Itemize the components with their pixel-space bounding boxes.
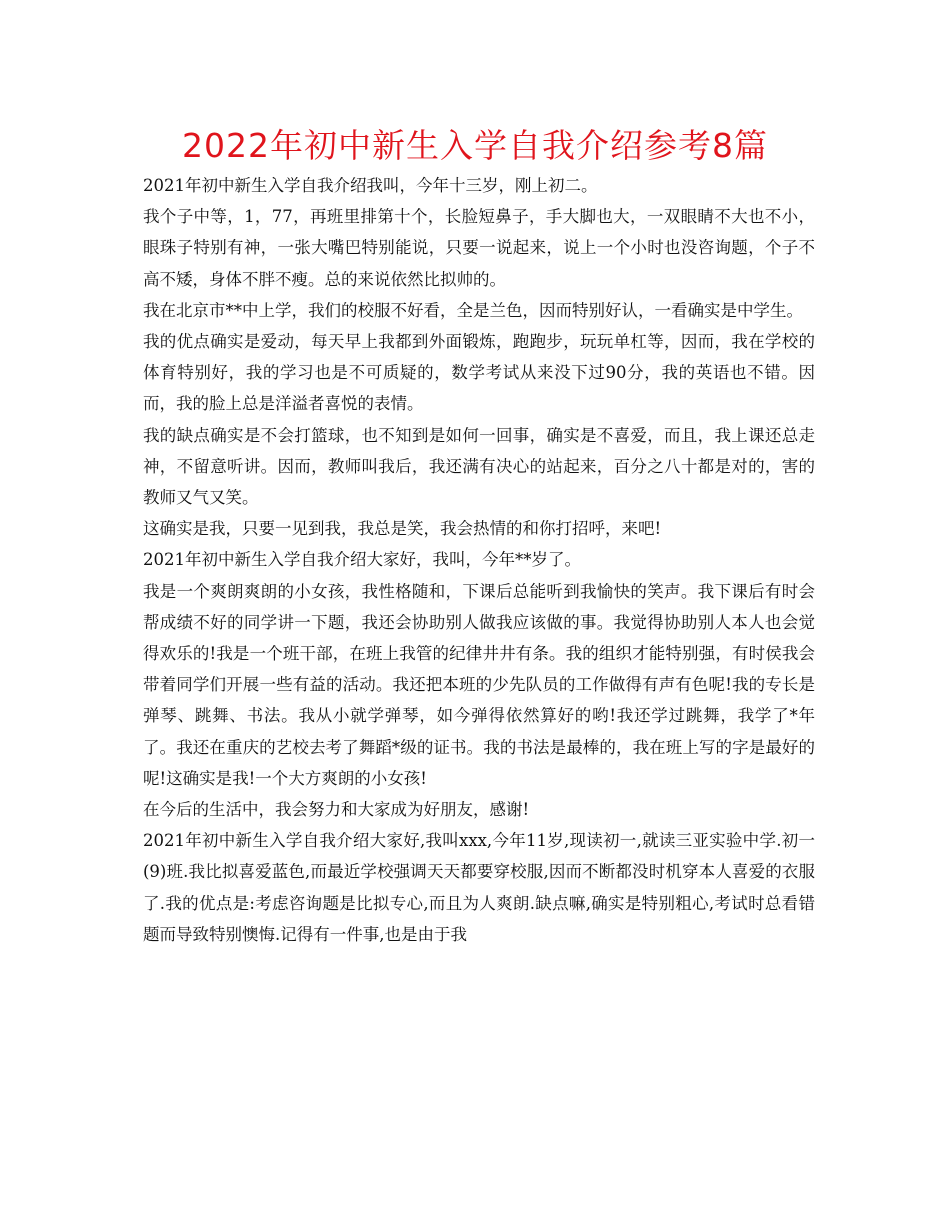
document-body [143, 170, 815, 950]
paragraph-strengths: 我的优点确实是爱动，每天早上我都到外面锻炼，跑跑步，玩玩单杠等，因而，我在学校的体育特别好，我的学习也是不可质疑的，数学考试从来没下过90分，我的英语也不错。因而，我的脸上总是洋溢者喜悦的表情。 [143, 332, 815, 414]
paragraph-closing-2: 在今后的生活中，我会努力和大家成为好朋友，感谢! [143, 800, 530, 820]
paragraph-weaknesses: 我的缺点确实是不会打篮球，也不知到是如何一回事，确实是不喜爱，而且，我上课还总走神，不留意听讲。因而，教师叫我后，我还满有决心的站起来，百分之八十都是对的，害的教师又气又笑。 [143, 425, 815, 508]
paragraph-intro-3: 2021年初中新生入学自我介绍大家好,我叫xxx,今年11岁,现读初一,就读三亚实验中学.初一(9)班.我比拟喜爱蓝色,而最近学校强调天天都要穿校服,因而不断都没时机穿本人喜爱的衣服了.我的优点是:考虑咨询题是比拟专心,而且为人爽朗.缺点嘛,确实是特别粗心,考试时总看错题而导致特别懊悔.记得有一件事,也是由于我 [143, 831, 815, 944]
document-title: 2022年初中新生入学自我介绍参考8篇 [182, 126, 768, 165]
paragraph-intro-1: 2021年初中新生入学自我介绍我叫，今年十三岁，刚上初二。 [143, 176, 598, 195]
paragraph-personality: 我是一个爽朗爽朗的小女孩，我性格随和，下课后总能听到我愉快的笑声。我下课后有时会帮成绩不好的同学讲一下题，我还会协助别人做我应该做的事。我觉得协助别人本人也会觉得欢乐的!我是一个班干部，在班上我管的纪律井井有条。我的组织才能特别强，有时侯我会带着同学们开展一些有益的活动。我还把本班的少先队员的工作做得有声有色呢!我的专长是弹琴、跳舞、书法。我从小就学弹琴，如今弹得依然算好的哟!我还学过跳舞，我学了*年了。我还在重庆的艺校去考了舞蹈*级的证书。我的书法是最棒的，我在班上写的字是最好的呢!这确实是我!一个大方爽朗的小女孩! [143, 581, 815, 788]
paragraph-school: 我在北京市**中上学，我们的校服不好看，全是兰色，因而特别好认，一看确实是中学生。 [143, 300, 803, 320]
paragraph-intro-2: 2021年初中新生入学自我介绍大家好，我叫，今年**岁了。 [143, 550, 581, 570]
paragraph-closing-1: 这确实是我，只要一见到我，我总是笑，我会热情的和你打招呼，来吧! [143, 519, 662, 539]
paragraph-appearance: 我个子中等，1，77，再班里排第十个，长脸短鼻子，手大脚也大，一双眼睛不大也不小，眼珠子特别有神，一张大嘴巴特别能说，只要一说起来，说上一个小时也没咨询题，个子不高不矮，身体不胖不瘦。总的来说依然比拟帅的。 [143, 207, 815, 289]
